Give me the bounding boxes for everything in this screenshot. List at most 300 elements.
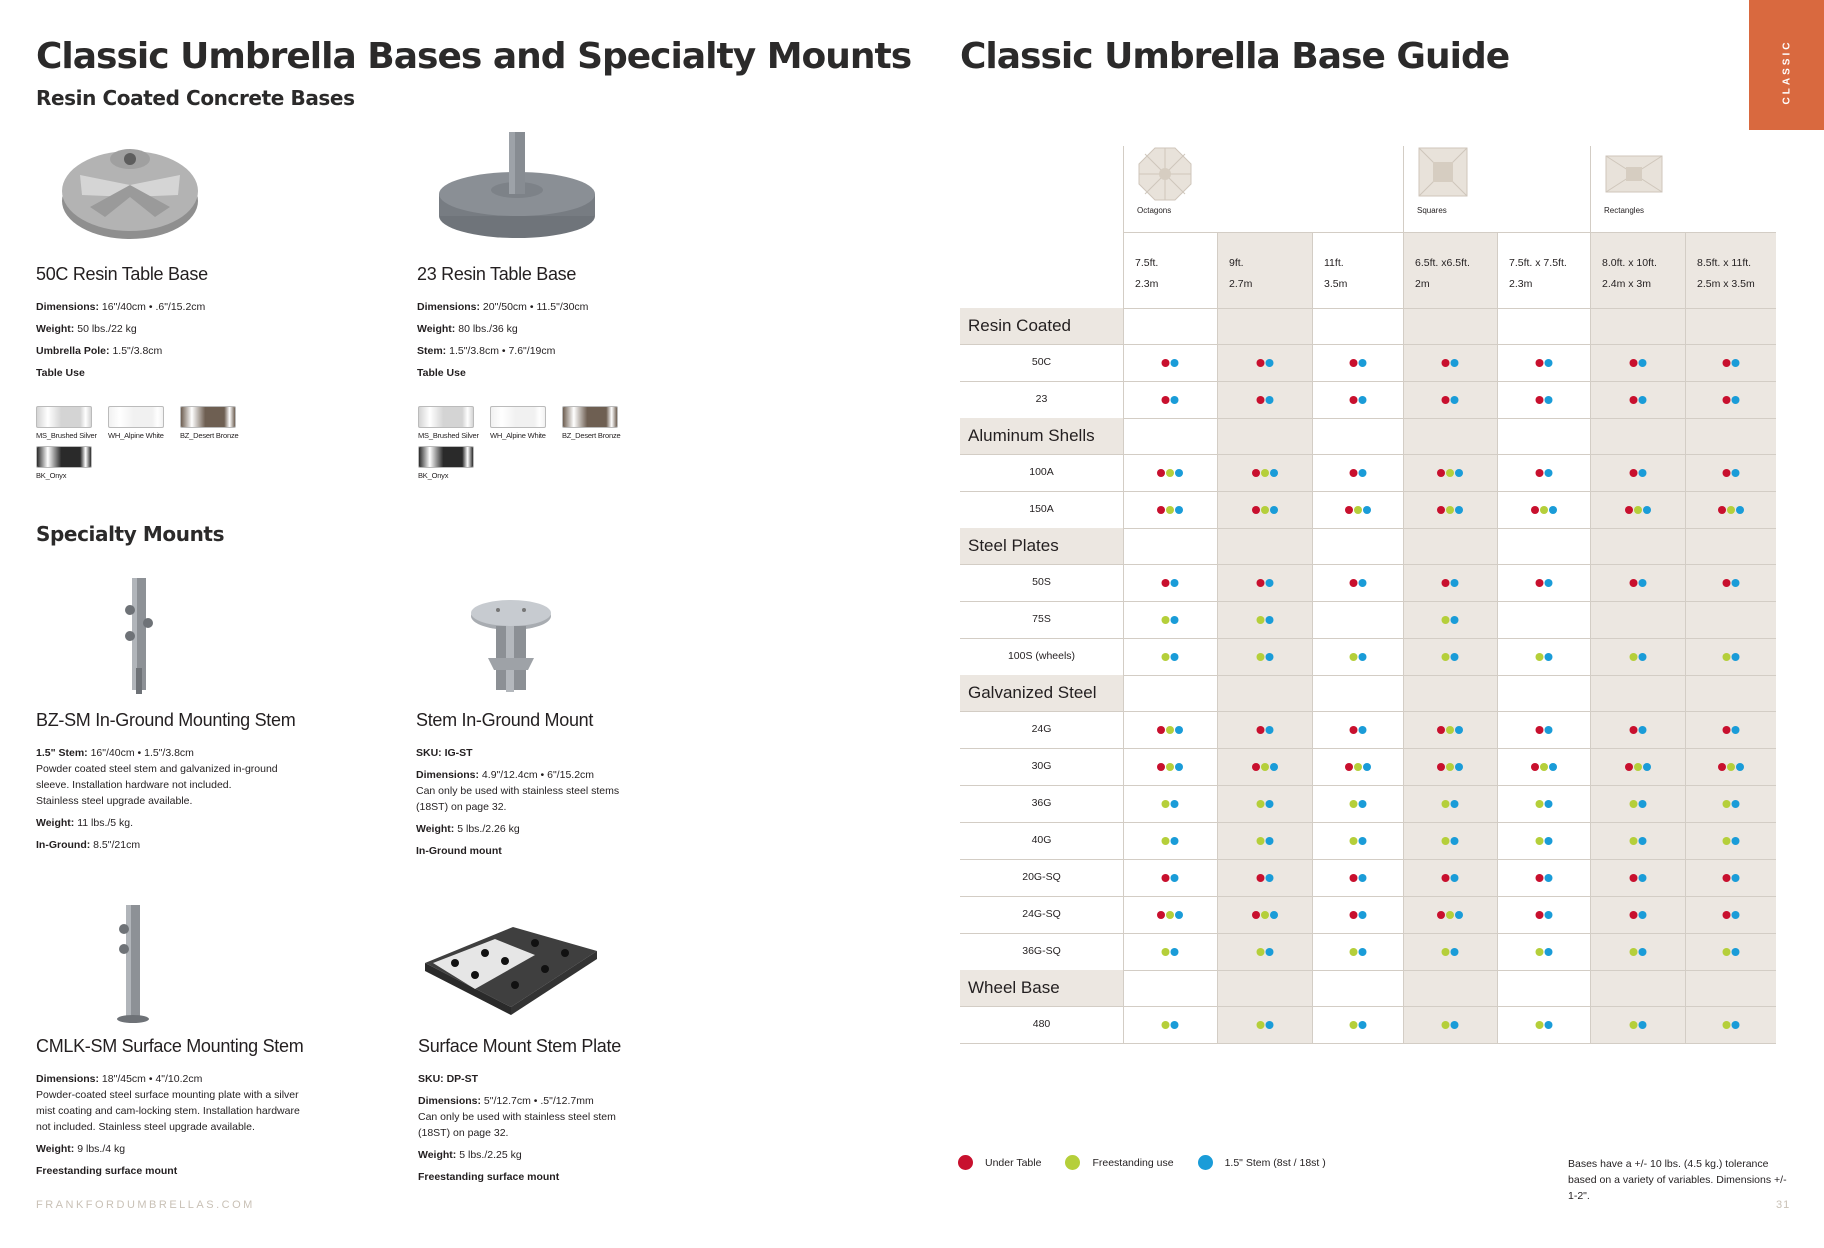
compatibility-dots	[1442, 1021, 1459, 1029]
freestanding-dot	[1354, 763, 1362, 771]
stem-dot	[1544, 469, 1552, 477]
stem-dot	[1451, 579, 1459, 587]
compatibility-dots	[1157, 763, 1183, 771]
swatch-label: WH_Alpine White	[490, 431, 546, 440]
compatibility-dots	[1629, 396, 1646, 404]
stem-dot	[1265, 948, 1273, 956]
row-rule	[960, 381, 1776, 382]
compatibility-dots	[1162, 579, 1179, 587]
spec-line: Can only be used with stainless steel stem	[418, 1111, 616, 1123]
product-image-igst	[468, 598, 554, 698]
size-metric: 3.5m	[1324, 278, 1348, 290]
freestanding-dot	[1540, 506, 1548, 514]
spec-line: Table Use	[36, 367, 85, 379]
stem-dot	[1731, 948, 1739, 956]
stem-dot	[1358, 800, 1366, 808]
under-table-dot	[1252, 469, 1260, 477]
row-rule	[960, 491, 1776, 492]
under-table-dot	[1162, 579, 1170, 587]
size-metric: 2m	[1415, 278, 1430, 290]
spec-line: SKU: IG-ST	[416, 747, 473, 759]
stem-dot	[1265, 837, 1273, 845]
product-bzsm	[36, 710, 336, 853]
compatibility-dots	[1252, 911, 1278, 919]
classic-section-tab: CLASSIC	[1749, 0, 1824, 130]
product-name: 23 Resin Table Base	[417, 264, 577, 284]
spec-line: 1.5" Stem: 16"/40cm • 1.5"/3.8cm	[36, 747, 194, 759]
freestanding-dot	[1162, 837, 1170, 845]
compatibility-dots	[1345, 506, 1371, 514]
stem-dot	[1270, 911, 1278, 919]
compatibility-dots	[1349, 874, 1366, 882]
spec-line: Stainless steel upgrade available.	[36, 795, 193, 807]
freestanding-dot	[1162, 800, 1170, 808]
stem-dot	[1358, 653, 1366, 661]
under-table-dot	[1629, 874, 1637, 882]
compatibility-dots	[1629, 948, 1646, 956]
product-name: Surface Mount Stem Plate	[418, 1036, 621, 1056]
compatibility-dots	[1535, 653, 1552, 661]
shape-divider	[1123, 146, 1124, 232]
stem-dot	[1544, 579, 1552, 587]
compatibility-dots	[1349, 653, 1366, 661]
compatibility-dots	[1722, 653, 1739, 661]
spec-line: Freestanding surface mount	[36, 1165, 178, 1177]
product-image-dpst	[425, 925, 600, 1015]
compatibility-dots	[1718, 763, 1744, 771]
finish-swatch	[108, 406, 164, 440]
freestanding-dot	[1722, 653, 1730, 661]
shape-label: Squares	[1417, 206, 1447, 215]
compatibility-dots	[1162, 948, 1179, 956]
compatibility-dots	[1535, 579, 1552, 587]
under-table-dot	[1349, 396, 1357, 404]
stem-dot	[1731, 396, 1739, 404]
swatch-chip	[418, 406, 474, 428]
compatibility-dots	[1722, 800, 1739, 808]
stem-dot	[1731, 837, 1739, 845]
specialty-mounts-heading: Specialty Mounts	[36, 522, 225, 546]
under-table-dot	[1252, 506, 1260, 514]
compatibility-dots	[1437, 763, 1463, 771]
under-table-dot	[1256, 726, 1264, 734]
stem-dot	[1358, 1021, 1366, 1029]
compatibility-dots	[1629, 800, 1646, 808]
compatibility-dots	[1722, 469, 1739, 477]
stem-dot	[1451, 874, 1459, 882]
product-image-bzsm	[110, 578, 170, 696]
size-metric: 2.3m	[1135, 278, 1159, 290]
compatibility-dots	[1531, 763, 1557, 771]
compatibility-dots	[1349, 837, 1366, 845]
compatibility-dots	[1349, 800, 1366, 808]
compatibility-dots	[1442, 800, 1459, 808]
compatibility-dots	[1722, 579, 1739, 587]
freestanding-dot	[1540, 763, 1548, 771]
stem-dot	[1171, 874, 1179, 882]
under-table-dot	[1442, 396, 1450, 404]
stem-dot	[1171, 948, 1179, 956]
right-page-title: Classic Umbrella Base Guide	[960, 36, 1510, 77]
row-rule	[960, 1043, 1776, 1044]
under-table-dot	[1629, 726, 1637, 734]
row-label: 36G	[1031, 797, 1052, 809]
under-table-dot	[1629, 396, 1637, 404]
compatibility-dots	[1625, 763, 1651, 771]
freestanding-dot	[1442, 616, 1450, 624]
freestanding-dot	[1442, 837, 1450, 845]
stem-dot	[1171, 359, 1179, 367]
swatch-chip	[108, 406, 164, 428]
compatibility-dots	[1162, 653, 1179, 661]
freestanding-dot	[1354, 506, 1362, 514]
compatibility-dots	[1162, 396, 1179, 404]
row-rule	[960, 822, 1776, 823]
stem-dot	[1171, 1021, 1179, 1029]
stem-dot	[1451, 653, 1459, 661]
under-table-dot	[1162, 359, 1170, 367]
freestanding-dot	[1261, 506, 1269, 514]
stem-dot	[1638, 579, 1646, 587]
left-page-title: Classic Umbrella Bases and Specialty Mounts	[36, 36, 912, 77]
row-rule	[960, 638, 1776, 639]
spec-line: mist coating and cam-locking stem. Installation hardware	[36, 1105, 300, 1117]
compatibility-dots	[1256, 837, 1273, 845]
product-image-cmlk	[110, 905, 160, 1023]
under-table-dot	[1157, 469, 1165, 477]
compatibility-dots	[1349, 1021, 1366, 1029]
stem-dot	[1358, 837, 1366, 845]
stem-dot	[1451, 616, 1459, 624]
product-igst	[416, 710, 716, 859]
stem-dot	[1270, 506, 1278, 514]
stem-dot	[1451, 396, 1459, 404]
freestanding-dot	[1446, 726, 1454, 734]
stem-dot	[1731, 1021, 1739, 1029]
compatibility-dots	[1162, 1021, 1179, 1029]
freestanding-dot	[1349, 653, 1357, 661]
stem-dot	[1455, 506, 1463, 514]
swatch-label: MS_Brushed Silver	[418, 431, 479, 440]
stem-dot	[1638, 1021, 1646, 1029]
spec-line: SKU: DP-ST	[418, 1073, 479, 1085]
size-metric: 2.4m x 3m	[1602, 278, 1652, 290]
stem-dot	[1638, 359, 1646, 367]
stem-dot	[1638, 469, 1646, 477]
stem-dot	[1363, 763, 1371, 771]
under-table-dot	[1625, 763, 1633, 771]
size-imperial: 6.5ft. x6.5ft.	[1415, 257, 1470, 269]
compatibility-dots	[1442, 653, 1459, 661]
compatibility-dots	[1442, 396, 1459, 404]
freestanding-dot	[1349, 800, 1357, 808]
compatibility-dots	[1722, 396, 1739, 404]
swatch-chip	[36, 406, 92, 428]
stem-dot	[1736, 506, 1744, 514]
spec-line: Dimensions: 20"/50cm • 11.5"/30cm	[417, 301, 589, 313]
stem-dot	[1358, 469, 1366, 477]
compatibility-dots	[1256, 726, 1273, 734]
row-rule	[960, 748, 1776, 749]
octagon-icon	[1137, 146, 1193, 207]
stem-dot	[1358, 579, 1366, 587]
compatibility-dots	[1535, 800, 1552, 808]
compatibility-dots	[1349, 359, 1366, 367]
footer-website[interactable]: FRANKFORDUMBRELLAS.COM	[36, 1199, 255, 1211]
stem-dot	[1731, 653, 1739, 661]
stem-dot	[1731, 359, 1739, 367]
stem-dot	[1175, 726, 1183, 734]
group-label: Resin Coated	[960, 308, 1123, 344]
under-table-dot	[1625, 506, 1633, 514]
stem-dot	[1643, 763, 1651, 771]
stem-dot	[1265, 874, 1273, 882]
freestanding-dot	[1442, 653, 1450, 661]
compatibility-dots	[1722, 726, 1739, 734]
under-table-dot	[1722, 874, 1730, 882]
freestanding-dot	[1535, 653, 1543, 661]
stem-dot	[1549, 763, 1557, 771]
swatch-label: BK_Onyx	[418, 471, 449, 480]
stem-dot	[1265, 359, 1273, 367]
under-table-dot	[1629, 359, 1637, 367]
under-table-dot	[1157, 506, 1165, 514]
spec-line: Dimensions: 16"/40cm • .6"/15.2cm	[36, 301, 206, 313]
under-table-dot	[1722, 911, 1730, 919]
compatibility-dots	[1162, 837, 1179, 845]
under-table-dot	[1629, 469, 1637, 477]
freestanding-dot	[1256, 653, 1264, 661]
stem-dot	[1358, 359, 1366, 367]
size-header	[1415, 253, 1470, 295]
product-name: 50C Resin Table Base	[36, 264, 208, 284]
swatch-chip	[180, 406, 236, 428]
tolerance-note: Bases have a +/- 10 lbs. (4.5 kg.) tolerance based on a variety of variables. Dimensions +/- 1-2".	[1568, 1158, 1787, 1202]
compatibility-dots	[1535, 911, 1552, 919]
compatibility-dots	[1256, 948, 1273, 956]
row-label: 100S (wheels)	[1007, 650, 1076, 662]
stem-dot	[1265, 616, 1273, 624]
freestanding-dot	[1442, 800, 1450, 808]
row-label: 50C	[1031, 356, 1052, 368]
stem-dot	[1455, 911, 1463, 919]
stem-dot	[1549, 506, 1557, 514]
swatch-label: BZ_Desert Bronze	[180, 431, 239, 440]
product-dpst	[418, 1036, 718, 1185]
shape-label: Octagons	[1137, 206, 1172, 215]
group-label: Aluminum Shells	[960, 418, 1123, 454]
freestanding-dot	[1349, 837, 1357, 845]
swatch-chip	[562, 406, 618, 428]
under-table-dot	[1437, 506, 1445, 514]
size-imperial: 9ft.	[1229, 257, 1244, 269]
stem-dot	[1171, 800, 1179, 808]
stem-dot	[1270, 763, 1278, 771]
freestanding-dot	[1722, 800, 1730, 808]
stem-dot	[1544, 837, 1552, 845]
spec-line: Powder coated steel stem and galvanized in-ground	[36, 763, 278, 775]
freestanding-dot	[1535, 837, 1543, 845]
under-table-dot	[1722, 469, 1730, 477]
freestanding-dot	[1256, 1021, 1264, 1029]
freestanding-dot	[1261, 911, 1269, 919]
stem-dot	[1455, 469, 1463, 477]
spec-line: Umbrella Pole: 1.5"/3.8cm	[36, 345, 163, 357]
under-table-dot	[1349, 469, 1357, 477]
freestanding-dot	[1166, 911, 1174, 919]
freestanding-dot	[1162, 653, 1170, 661]
stem-dot	[1638, 874, 1646, 882]
compatibility-dots	[1718, 506, 1744, 514]
square-icon	[1417, 146, 1469, 203]
freestanding-dot	[1446, 469, 1454, 477]
page-number: 31	[1776, 1199, 1791, 1211]
freestanding-dot	[1629, 948, 1637, 956]
compatibility-dots	[1722, 911, 1739, 919]
compatibility-dots	[1535, 874, 1552, 882]
product-cmlk	[36, 1036, 336, 1179]
group-label: Wheel Base	[960, 970, 1123, 1006]
spec-line: Weight: 11 lbs./5 kg.	[36, 817, 134, 829]
under-table-dot	[1349, 359, 1357, 367]
spec-line: Freestanding surface mount	[418, 1171, 560, 1183]
compatibility-dots	[1535, 1021, 1552, 1029]
freestanding-dot	[1446, 506, 1454, 514]
product-name: Stem In-Ground Mount	[416, 710, 594, 730]
compatibility-dots	[1629, 653, 1646, 661]
spec-line: Stem: 1.5"/3.8cm • 7.6"/19cm	[417, 345, 556, 357]
legend-item	[1198, 1155, 1326, 1170]
row-rule	[960, 454, 1776, 455]
spec-line: Weight: 5 lbs./2.25 kg	[418, 1149, 522, 1161]
shape-label: Rectangles	[1604, 206, 1645, 215]
legend-label: Under Table	[985, 1156, 1042, 1169]
stem-dot	[1455, 763, 1463, 771]
row-rule	[960, 1006, 1776, 1007]
shape-divider	[1403, 146, 1404, 232]
compatibility-dots	[1349, 469, 1366, 477]
stem-dot	[1270, 469, 1278, 477]
compatibility-dots	[1535, 948, 1552, 956]
under-table-dot	[1535, 359, 1543, 367]
compatibility-dots	[1157, 506, 1183, 514]
spec-line: Can only be used with stainless steel stems	[416, 785, 620, 797]
row-rule	[960, 711, 1776, 712]
stem-dot	[1638, 800, 1646, 808]
row-label: 100A	[1029, 466, 1054, 478]
stem-dot	[1544, 653, 1552, 661]
compatibility-dots	[1442, 616, 1459, 624]
freestanding-dot	[1166, 763, 1174, 771]
legend-dot	[1198, 1155, 1213, 1170]
under-table-dot	[1722, 359, 1730, 367]
compatibility-dots	[1252, 469, 1278, 477]
size-header	[1509, 253, 1567, 295]
freestanding-dot	[1256, 800, 1264, 808]
under-table-dot	[1718, 763, 1726, 771]
compatibility-dots	[1252, 763, 1278, 771]
compatibility-dots	[1157, 469, 1183, 477]
compatibility-dots	[1256, 653, 1273, 661]
stem-dot	[1265, 726, 1273, 734]
compatibility-dots	[1531, 506, 1557, 514]
stem-dot	[1358, 948, 1366, 956]
under-table-dot	[1629, 579, 1637, 587]
legend-label: 1.5" Stem (8st / 18st )	[1224, 1156, 1326, 1169]
spec-line: Dimensions: 5"/12.7cm • .5"/12.7mm	[418, 1095, 594, 1107]
stem-dot	[1731, 874, 1739, 882]
compatibility-dots	[1349, 579, 1366, 587]
spec-line: (18ST) on page 32.	[418, 1127, 509, 1139]
compatibility-dots	[1535, 726, 1552, 734]
compatibility-dots	[1252, 506, 1278, 514]
stem-dot	[1731, 469, 1739, 477]
under-table-dot	[1157, 763, 1165, 771]
size-metric: 2.3m	[1509, 278, 1533, 290]
compatibility-dots	[1629, 1021, 1646, 1029]
spec-line: Powder-coated steel surface mounting plate with a silver	[36, 1089, 299, 1101]
resin-bases-heading: Resin Coated Concrete Bases	[36, 86, 355, 110]
spec-line: Weight: 5 lbs./2.26 kg	[416, 823, 520, 835]
under-table-dot	[1442, 359, 1450, 367]
spec-line: Dimensions: 18"/45cm • 4"/10.2cm	[36, 1073, 203, 1085]
compatibility-dots	[1256, 616, 1273, 624]
stem-dot	[1731, 911, 1739, 919]
freestanding-dot	[1629, 800, 1637, 808]
under-table-dot	[1535, 874, 1543, 882]
under-table-dot	[1629, 911, 1637, 919]
swatch-label: WH_Alpine White	[108, 431, 164, 440]
under-table-dot	[1345, 763, 1353, 771]
compatibility-dots	[1535, 359, 1552, 367]
swatch-label: BZ_Desert Bronze	[562, 431, 621, 440]
finish-swatch	[562, 406, 621, 440]
stem-dot	[1171, 653, 1179, 661]
freestanding-dot	[1442, 948, 1450, 956]
product-name: BZ-SM In-Ground Mounting Stem	[36, 710, 296, 730]
freestanding-dot	[1162, 616, 1170, 624]
compatibility-dots	[1256, 579, 1273, 587]
legend-item	[1065, 1155, 1173, 1170]
under-table-dot	[1722, 396, 1730, 404]
stem-dot	[1175, 911, 1183, 919]
stem-dot	[1451, 837, 1459, 845]
under-table-dot	[1157, 911, 1165, 919]
finish-swatch	[418, 446, 474, 480]
stem-dot	[1363, 506, 1371, 514]
under-table-dot	[1349, 874, 1357, 882]
stem-dot	[1544, 874, 1552, 882]
finish-swatch	[180, 406, 239, 440]
row-label: 480	[1032, 1018, 1051, 1030]
legend-dot	[1065, 1155, 1080, 1170]
compatibility-dots	[1162, 616, 1179, 624]
compatibility-dots	[1162, 874, 1179, 882]
compatibility-dots	[1629, 726, 1646, 734]
compatibility-dots	[1442, 579, 1459, 587]
under-table-dot	[1531, 506, 1539, 514]
size-metric: 2.5m x 3.5m	[1697, 278, 1755, 290]
compatibility-dots	[1629, 837, 1646, 845]
compatibility-dots	[1535, 837, 1552, 845]
product-50c	[36, 264, 336, 381]
row-rule	[960, 601, 1776, 602]
swatch-label: MS_Brushed Silver	[36, 431, 97, 440]
spec-line: In-Ground mount	[416, 845, 502, 857]
row-rule	[960, 564, 1776, 565]
stem-dot	[1171, 579, 1179, 587]
freestanding-dot	[1349, 948, 1357, 956]
